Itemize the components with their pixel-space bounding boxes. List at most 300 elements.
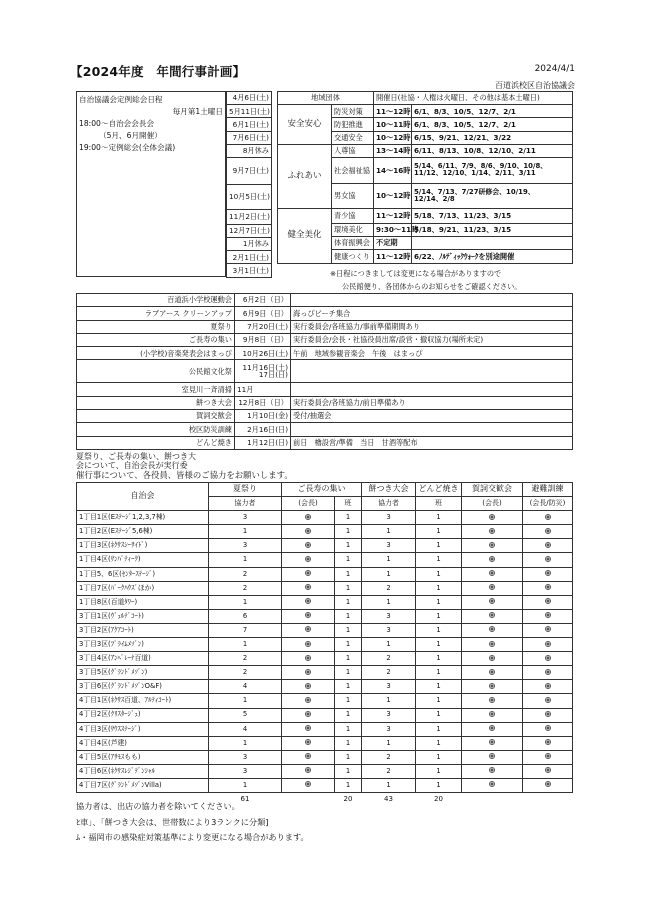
cooperation-count: 1 <box>209 595 282 609</box>
meeting-line: 自治協議会定例総会日程 <box>79 95 163 104</box>
column-subheader: 協力者 <box>362 497 416 511</box>
event-name: 賀詞交歓会 <box>77 410 235 423</box>
circle-mark-icon <box>545 514 551 520</box>
cooperation-count: 1 <box>335 722 362 736</box>
cooperation-count: 1 <box>416 736 462 750</box>
table-row <box>227 251 272 264</box>
cooperation-count: 4 <box>209 680 282 694</box>
column-header: ご長寿の集い <box>282 483 362 497</box>
cooperation-count: 1 <box>416 764 462 778</box>
cooperation-count: 1 <box>209 778 282 792</box>
table-row <box>278 144 573 157</box>
cooperation-count: 3 <box>209 511 282 525</box>
circle-mark-icon <box>305 711 311 717</box>
circle-mark-icon <box>489 641 495 647</box>
table-row <box>227 157 272 184</box>
jichikai-name: 4丁目5区(ｱｻﾓｽもも) <box>77 750 209 764</box>
footer-note: ﾋ車」、「餅つき大会は、世帯数により3ランクに分類] <box>76 817 269 827</box>
cooperation-count: 1 <box>335 525 362 539</box>
circle-mark-icon <box>545 612 551 618</box>
circle-mark-icon <box>489 542 495 548</box>
table-row <box>77 423 573 436</box>
attendance-mark <box>523 736 573 750</box>
table-row <box>77 750 573 764</box>
jichikai-name: 3丁目1区(ｳﾞｪﾙﾃﾞｺｰﾄ) <box>77 609 209 623</box>
table-row <box>77 609 573 623</box>
circle-mark-icon <box>305 753 311 759</box>
org-name: 交通安全 <box>332 131 374 144</box>
meeting-date: 3月1日(土) <box>227 264 272 277</box>
meeting-line: 19:00～定例総会(全体会議) <box>79 143 176 152</box>
cooperation-count: 2 <box>209 567 282 581</box>
attendance-mark <box>523 666 573 680</box>
org-name: 人尊協 <box>332 144 374 157</box>
cooperation-count: 1 <box>335 595 362 609</box>
circle-mark-icon <box>305 584 311 590</box>
attendance-mark <box>462 623 523 637</box>
circle-mark-icon <box>545 753 551 759</box>
cooperation-count: 1 <box>416 708 462 722</box>
org-name: 防災対策 <box>332 105 374 118</box>
attendance-mark <box>462 666 523 680</box>
circle-mark-icon <box>545 697 551 703</box>
org-dates: 6/1、8/3、10/5、12/7、2/1 <box>412 105 573 118</box>
table-row <box>77 436 573 449</box>
group-name: ふれあい <box>278 144 332 208</box>
circle-mark-icon <box>545 725 551 731</box>
org-time: 10～12時 <box>374 183 412 208</box>
cooperation-count: 1 <box>416 638 462 652</box>
group-name: 健全美化 <box>278 208 332 263</box>
jichikai-name: 3丁目2区(ｱｸｱｺｰﾄ) <box>77 623 209 637</box>
cooperation-count: 1 <box>335 666 362 680</box>
jichikai-name: 1丁目1区(Eｽﾃｰｼﾞ1,2,3,7棟) <box>77 511 209 525</box>
org-time: 10～11時 <box>374 118 412 131</box>
cooperation-count: 3 <box>362 539 416 553</box>
event-name: 百道浜小学校運動会 <box>77 294 235 307</box>
table-row <box>77 694 573 708</box>
table-row <box>77 511 573 525</box>
attendance-mark <box>462 525 523 539</box>
cooperation-count: 1 <box>335 609 362 623</box>
attendance-mark <box>282 553 335 567</box>
table-row <box>227 264 272 277</box>
attendance-mark <box>523 638 573 652</box>
circle-mark-icon <box>489 598 495 604</box>
cooperation-count: 1 <box>335 567 362 581</box>
circle-mark-icon <box>545 570 551 576</box>
circle-mark-icon <box>305 683 311 689</box>
cooperation-count: 1 <box>362 778 416 792</box>
attendance-mark <box>282 609 335 623</box>
circle-mark-icon <box>489 528 495 534</box>
meeting-schedule-box <box>76 91 226 277</box>
jichikai-name: 3丁目3区(ﾌﾟﾗｲﾑﾒｿﾞﾝ) <box>77 638 209 652</box>
total-value <box>282 793 335 807</box>
meeting-date: 10月5日(土) <box>227 184 272 209</box>
table-header-row <box>77 483 573 497</box>
org-dates: 6/22、ﾉﾙﾃﾞｨｯｸｳｫｰｸを別途開催 <box>412 250 573 263</box>
meeting-date: 12月7日(土) <box>227 224 272 237</box>
attendance-mark <box>523 581 573 595</box>
meeting-date: 9月7日(土) <box>227 157 272 184</box>
cooperation-intro: 催行事について、各役員、皆様のご協力をお願いします。 <box>76 470 293 480</box>
regional-groups-table <box>277 91 573 264</box>
cooperation-count: 1 <box>335 694 362 708</box>
attendance-mark <box>282 581 335 595</box>
event-note <box>291 294 573 307</box>
column-header: 自治会 <box>77 483 209 511</box>
jichikai-name: 4丁目2区(ｸﾘｽﾀｰｼﾞｭ) <box>77 708 209 722</box>
circle-mark-icon <box>489 697 495 703</box>
attendance-mark <box>462 764 523 778</box>
attendance-mark <box>462 722 523 736</box>
events-table <box>76 293 573 450</box>
table-row <box>77 539 573 553</box>
attendance-mark <box>282 736 335 750</box>
org-name: 青少協 <box>332 208 374 223</box>
attendance-mark <box>523 567 573 581</box>
table-row <box>77 708 573 722</box>
circle-mark-icon <box>489 739 495 745</box>
org-time: 14～16時 <box>374 157 412 183</box>
event-name: 室見川一斉清掃 <box>77 383 235 396</box>
cooperation-count: 1 <box>416 553 462 567</box>
total-value: 61 <box>240 794 250 803</box>
column-header: 餅つき大会 <box>362 483 416 497</box>
event-note: 海っぴビーチ集合 <box>291 307 573 320</box>
meeting-date: 7月6日(土) <box>227 131 272 144</box>
attendance-mark <box>462 595 523 609</box>
jichikai-name: 3丁目4区(ｱﾝﾍﾞﾚｰﾅ百道) <box>77 652 209 666</box>
event-note: 午前 地域参観音楽会 午後 はまっぴ <box>291 347 573 360</box>
org-time: 不定期 <box>374 237 412 250</box>
org-name: 社会福祉協 <box>332 157 374 183</box>
table-row <box>227 238 272 251</box>
cooperation-count: 1 <box>416 652 462 666</box>
circle-mark-icon <box>305 598 311 604</box>
circle-mark-icon <box>489 655 495 661</box>
cooperation-count: 1 <box>335 778 362 792</box>
cooperation-count: 2 <box>362 581 416 595</box>
page-title: 【2024年度 年間行事計画】 <box>70 64 246 79</box>
circle-mark-icon <box>489 669 495 675</box>
cooperation-count: 1 <box>209 736 282 750</box>
jichikai-name: 3丁目5区(ｸﾞﾗﾝﾄﾞﾒｿﾞﾝ) <box>77 666 209 680</box>
cooperation-count: 2 <box>209 652 282 666</box>
event-date: 6月2日（日） <box>235 294 291 307</box>
attendance-mark <box>462 581 523 595</box>
cooperation-count: 5 <box>209 708 282 722</box>
attendance-mark <box>523 680 573 694</box>
footer-note: 協力者は、出店の協力者を除いてください。 <box>76 801 240 811</box>
jichikai-name: 1丁目3区(ﾈｸｻｽｼｰｻｲﾄﾞ) <box>77 539 209 553</box>
circle-mark-icon <box>305 626 311 632</box>
circle-mark-icon <box>489 725 495 731</box>
meeting-line: （5月、6月開催） <box>99 131 162 140</box>
attendance-mark <box>523 595 573 609</box>
circle-mark-icon <box>305 570 311 576</box>
org-dates-line: 11/12、12/10、1/14、2/11、3/11 <box>414 169 536 178</box>
total-value: 43 <box>384 794 393 803</box>
circle-mark-icon <box>489 556 495 562</box>
attendance-mark <box>523 525 573 539</box>
cooperation-count: 1 <box>362 736 416 750</box>
circle-mark-icon <box>489 584 495 590</box>
event-note <box>291 423 573 436</box>
event-name: どんど焼き <box>77 436 235 449</box>
table-row <box>227 105 272 118</box>
attendance-mark <box>523 553 573 567</box>
attendance-mark <box>282 567 335 581</box>
jichikai-name: 4丁目3区(ｻｳｽｽﾃｰｼﾞ) <box>77 722 209 736</box>
table-row <box>77 666 573 680</box>
cooperation-count: 1 <box>209 525 282 539</box>
meeting-date: 5月11日(土) <box>227 105 272 118</box>
attendance-mark <box>523 764 573 778</box>
attendance-mark <box>462 708 523 722</box>
table-row <box>77 567 573 581</box>
table-row <box>227 118 272 131</box>
org-dates: 5/18、9/21、11/23、3/15 <box>412 223 573 236</box>
attendance-mark <box>462 736 523 750</box>
circle-mark-icon <box>305 528 311 534</box>
cooperation-count: 3 <box>362 708 416 722</box>
attendance-mark <box>282 778 335 792</box>
event-name: (小学校)音楽発表会はまっぴ <box>77 347 235 360</box>
organization-name: 百道浜校区自治協議会 <box>495 81 575 90</box>
event-date: 12月8日（日） <box>235 396 291 409</box>
circle-mark-icon <box>545 683 551 689</box>
event-date: 10月26日(土) <box>235 347 291 360</box>
attendance-mark <box>282 764 335 778</box>
org-dates: 6/1、8/3、10/5、12/7、2/1 <box>412 118 573 131</box>
circle-mark-icon <box>305 725 311 731</box>
attendance-mark <box>462 638 523 652</box>
table-row <box>77 652 573 666</box>
circle-mark-icon <box>545 542 551 548</box>
jichikai-name: 4丁目6区(ﾈｸｻｽﾚｼﾞﾃﾞﾝｼｬﾙ <box>77 764 209 778</box>
cooperation-count: 1 <box>335 736 362 750</box>
org-dates-line: 5/14、7/13、7/27研修会、10/19、 <box>414 187 535 196</box>
cooperation-count: 1 <box>416 581 462 595</box>
meeting-date: 6月1日(土) <box>227 118 272 131</box>
table-row <box>77 736 573 750</box>
cooperation-count: 1 <box>335 680 362 694</box>
meeting-date: 8月休み <box>227 144 272 157</box>
table-row <box>77 553 573 567</box>
cooperation-count: 1 <box>362 694 416 708</box>
event-note: 実行委員会/各班協力/前日準備あり <box>291 396 573 409</box>
table-row <box>227 224 272 237</box>
table-row <box>227 184 272 209</box>
attendance-mark <box>282 638 335 652</box>
org-name: 防犯推進 <box>332 118 374 131</box>
meeting-line: 毎月第1土曜日 <box>172 107 223 116</box>
event-name: 夏祭り <box>77 320 235 333</box>
org-time: 11～12時 <box>374 250 412 263</box>
attendance-mark <box>462 778 523 792</box>
cooperation-count: 3 <box>209 539 282 553</box>
circle-mark-icon <box>545 556 551 562</box>
cooperation-count: 3 <box>362 722 416 736</box>
cooperation-rows <box>77 511 573 793</box>
table-row <box>77 320 573 333</box>
circle-mark-icon <box>489 781 495 787</box>
cooperation-count: 1 <box>416 525 462 539</box>
circle-mark-icon <box>489 570 495 576</box>
circle-mark-icon <box>545 598 551 604</box>
attendance-mark <box>462 539 523 553</box>
org-dates <box>412 183 573 208</box>
cooperation-count: 1 <box>335 750 362 764</box>
attendance-mark <box>523 511 573 525</box>
table-row <box>77 722 573 736</box>
event-name: ラブアース クリーンアップ <box>77 307 235 320</box>
circle-mark-icon <box>545 739 551 745</box>
circle-mark-icon <box>489 767 495 773</box>
cooperation-count: 1 <box>335 539 362 553</box>
cooperation-count: 1 <box>416 778 462 792</box>
cooperation-count: 2 <box>362 764 416 778</box>
attendance-mark <box>462 553 523 567</box>
event-name: 餅つき大会 <box>77 396 235 409</box>
total-value <box>462 793 523 807</box>
attendance-mark <box>282 623 335 637</box>
org-name: 体育振興会 <box>332 237 374 250</box>
cooperation-count: 2 <box>209 581 282 595</box>
column-header: どんど焼き <box>416 483 462 497</box>
cooperation-count: 1 <box>209 638 282 652</box>
cooperation-count: 2 <box>362 652 416 666</box>
org-time: 10～12時 <box>374 131 412 144</box>
attendance-mark <box>523 652 573 666</box>
org-name: 男女協 <box>332 183 374 208</box>
cooperation-count: 1 <box>335 553 362 567</box>
event-note <box>291 360 573 383</box>
table-row <box>77 347 573 360</box>
table-row <box>227 92 272 105</box>
cooperation-count: 1 <box>362 567 416 581</box>
jichikai-name: 4丁目1区(ﾈｸｻｽ百道、ｱﾙﾃｨｺｰﾄ) <box>77 694 209 708</box>
jichikai-name: 1丁目4区(ｻﾝﾊﾟﾃｨｰｸ) <box>77 553 209 567</box>
event-date: 6月9日（日） <box>235 307 291 320</box>
circle-mark-icon <box>305 767 311 773</box>
meeting-date: 4月6日(土) <box>227 92 272 105</box>
event-date-line: 11月16日(土) <box>242 362 288 372</box>
clipped-text-line: 夏祭り、ご長寿の集い、餅つき大 <box>76 452 196 461</box>
cooperation-count: 2 <box>362 750 416 764</box>
table-row <box>278 105 573 118</box>
circle-mark-icon <box>545 781 551 787</box>
org-time: 11～12時 <box>374 208 412 223</box>
org-dates <box>412 237 573 250</box>
cooperation-count: 4 <box>209 722 282 736</box>
attendance-mark <box>523 539 573 553</box>
cooperation-count: 1 <box>362 525 416 539</box>
circle-mark-icon <box>305 669 311 675</box>
org-time: 13～14時 <box>374 144 412 157</box>
circle-mark-icon <box>489 514 495 520</box>
cooperation-count: 1 <box>416 750 462 764</box>
attendance-mark <box>282 750 335 764</box>
event-note: 前日 櫓設営/準備 当日 甘酒等配布 <box>291 436 573 449</box>
org-dates: 6/15、9/21、12/21、3/22 <box>412 131 573 144</box>
event-date: 11月 <box>235 383 291 396</box>
table-row <box>77 595 573 609</box>
cooperation-count: 1 <box>335 581 362 595</box>
table-row <box>77 623 573 637</box>
attendance-mark <box>523 694 573 708</box>
column-header: 賀詞交歓会 <box>462 483 523 497</box>
cooperation-count: 1 <box>416 694 462 708</box>
attendance-mark <box>462 694 523 708</box>
column-subheader: (会長) <box>282 497 335 511</box>
column-subheader: (会長/防災) <box>523 497 573 511</box>
meeting-date: 2月1日(土) <box>227 251 272 264</box>
column-subheader: (会長) <box>462 497 523 511</box>
event-date: 9月8日（日） <box>235 333 291 346</box>
cooperation-count: 1 <box>335 652 362 666</box>
total-value <box>523 793 573 807</box>
note-line: ※日程につきましては変更になる場合がありますので <box>330 269 502 278</box>
cooperation-count: 3 <box>362 511 416 525</box>
attendance-mark <box>523 623 573 637</box>
cooperation-count: 1 <box>416 666 462 680</box>
event-note: 実行委員会/各班協力/事前準備期間あり <box>291 320 573 333</box>
table-row <box>77 360 573 383</box>
cooperation-count: 1 <box>416 680 462 694</box>
circle-mark-icon <box>545 711 551 717</box>
cooperation-count: 1 <box>416 595 462 609</box>
attendance-mark <box>282 595 335 609</box>
column-header: 避難訓練 <box>523 483 573 497</box>
meeting-date: 1月休み <box>227 238 272 251</box>
attendance-mark <box>462 609 523 623</box>
cooperation-count: 3 <box>209 764 282 778</box>
circle-mark-icon <box>305 655 311 661</box>
group-name: 安全安心 <box>278 105 332 145</box>
cooperation-count: 1 <box>362 595 416 609</box>
attendance-mark <box>282 539 335 553</box>
table-row <box>77 396 573 409</box>
cooperation-count: 1 <box>416 623 462 637</box>
event-date: 1月12日(日) <box>235 436 291 449</box>
jichikai-name: 4丁目7区(ｸﾞﾗﾝﾄﾞﾒｿﾞﾝVilla) <box>77 778 209 792</box>
attendance-mark <box>462 511 523 525</box>
cooperation-count: 3 <box>209 750 282 764</box>
event-note: 受付/抽選会 <box>291 410 573 423</box>
event-name: 校区防災訓練 <box>77 423 235 436</box>
cooperation-count: 3 <box>362 623 416 637</box>
cooperation-count: 1 <box>416 722 462 736</box>
event-date <box>235 360 291 383</box>
meeting-line: 18:00～自治会会長会 <box>79 119 155 128</box>
jichikai-name: 4丁目4区(芦建) <box>77 736 209 750</box>
table-row <box>77 525 573 539</box>
footer-note: ﾑ・福岡市の感染症対策基準により変更になる場合があります。 <box>76 832 309 842</box>
event-date: 7月20日(土) <box>235 320 291 333</box>
event-date: 1月10日(金) <box>235 410 291 423</box>
org-dates <box>412 157 573 183</box>
column-header: 夏祭り <box>209 483 282 497</box>
cooperation-count: 2 <box>209 666 282 680</box>
circle-mark-icon <box>305 641 311 647</box>
org-name: 環境美化 <box>332 223 374 236</box>
jichikai-name: 1丁目2区(Eｽﾃｰｼﾞ5,6棟) <box>77 525 209 539</box>
org-dates: 6/11、8/13、10/8、12/10、2/11 <box>412 144 573 157</box>
circle-mark-icon <box>305 739 311 745</box>
